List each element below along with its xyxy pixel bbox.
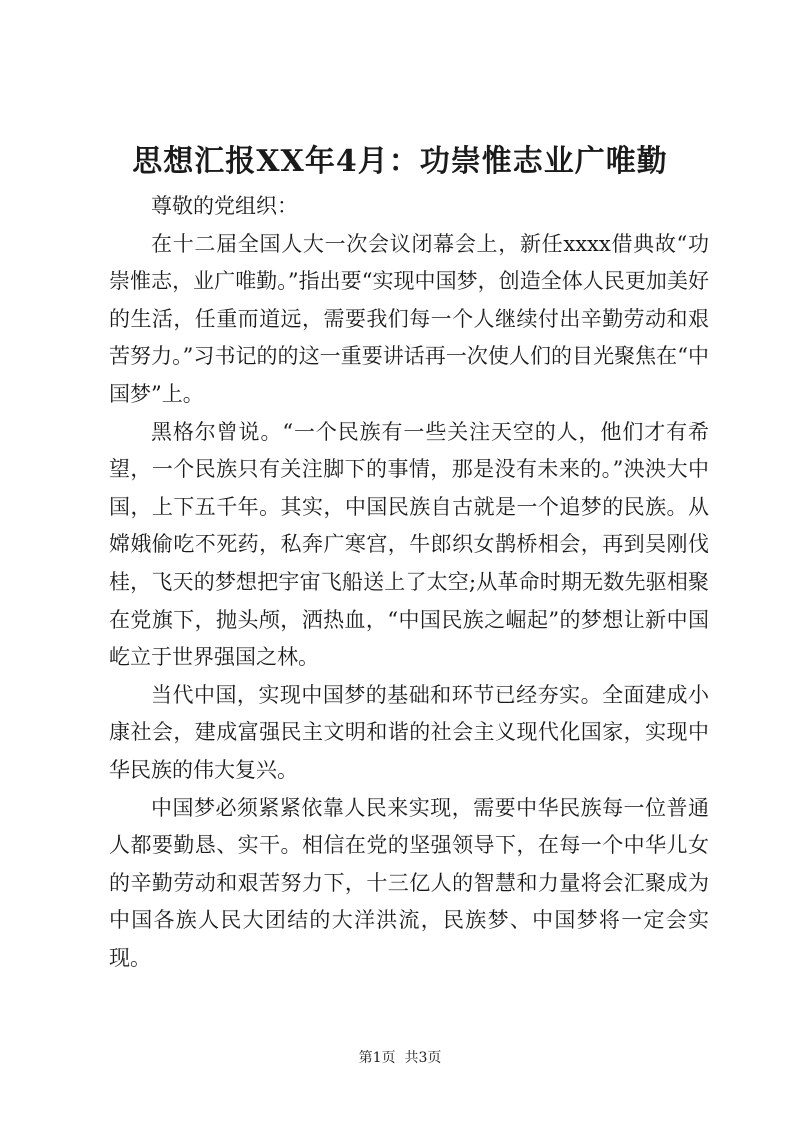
document-body	[109, 188, 709, 977]
page-number: 第1页	[358, 1050, 396, 1066]
paragraph-2: 黑格尔曾说。“一个民族有一些关注天空的人，他们才有希望，一个民族只有关注脚下的事情，那是没有未来的。”泱泱大中国，上下五千年。其实，中国民族自古就是一个追梦的民族。从嫦娥偷吃不死药，私奔广寒宫，牛郎织女鹊桥相会，再到吴刚伐桂，飞天的梦想把宇宙飞船送上了太空;从革命时期无数先驱相聚在党旗下，抛头颅，洒热血，“中国民族之崛起”的梦想让新中国屹立于世界强国之林。	[109, 419, 709, 670]
paragraph-salutation: 尊敬的党组织：	[151, 194, 298, 218]
page-footer	[0, 1048, 800, 1068]
document-title: 思想汇报XX年4月：功崇惟志业广唯勤	[132, 144, 668, 179]
page-total: 共3页	[404, 1050, 442, 1066]
paragraph-1: 在十二届全国人大一次会议闭幕会上，新任xxxx借典故“功崇惟志，业广唯勤。”指出要“实现中国梦，创造全体人民更加美好的生活，任重而道远，需要我们每一个人继续付出辛勤劳动和艰苦努力。”习书记的的这一重要讲话再一次使人们的目光聚焦在“中国梦”上。	[109, 231, 709, 406]
paragraph-4: 中国梦必须紧紧依靠人民来实现，需要中华民族每一位普通人都要勤恳、实干。相信在党的坚强领导下，在每一个中华儿女的辛勤劳动和艰苦努力下，十三亿人的智慧和力量将会汇聚成为中国各族人民大团结的大洋洪流，民族梦、中国梦将一定会实现。	[109, 795, 709, 970]
paragraph-3: 当代中国，实现中国梦的基础和环节已经夯实。全面建成小康社会，建成富强民主文明和谐的社会主义现代化国家，实现中华民族的伟大复兴。	[109, 682, 709, 782]
